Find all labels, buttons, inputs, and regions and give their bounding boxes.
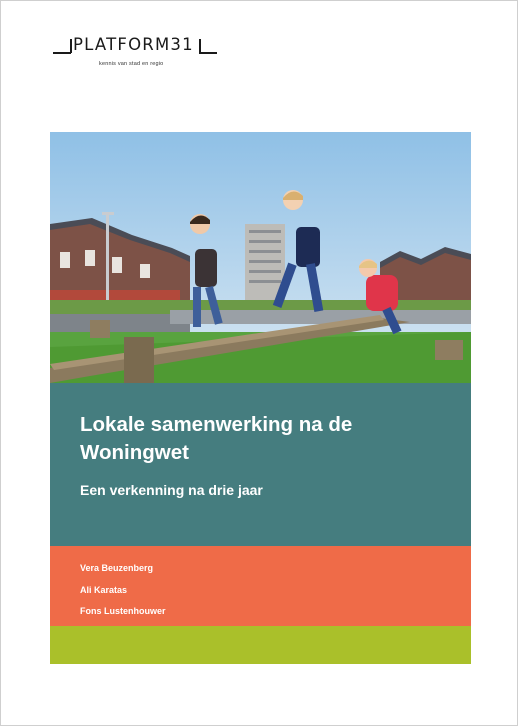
cover-photo-illustration [50,132,471,383]
logo-line-right [199,52,217,54]
author-name: Vera Beuzenberg [80,563,154,573]
logo-tick-right [199,39,201,53]
green-footer-band [50,626,471,664]
logo-tagline: kennis van stad en regio [99,61,164,67]
authors-block [50,546,471,626]
platform31-logo [53,35,223,75]
logo-tick-left [70,39,72,53]
author-name: Ali Karatas [80,585,128,595]
title-block [50,383,471,546]
document-subtitle: Een verkenning na drie jaar [80,482,263,498]
logo-line-left [53,52,71,54]
cover-photo [50,132,471,383]
logo-wordmark: PLATFORM31 [73,35,194,54]
author-name: Fons Lustenhouwer [80,606,166,616]
document-title: Lokale samenwerking na de Woningwet [80,413,353,464]
